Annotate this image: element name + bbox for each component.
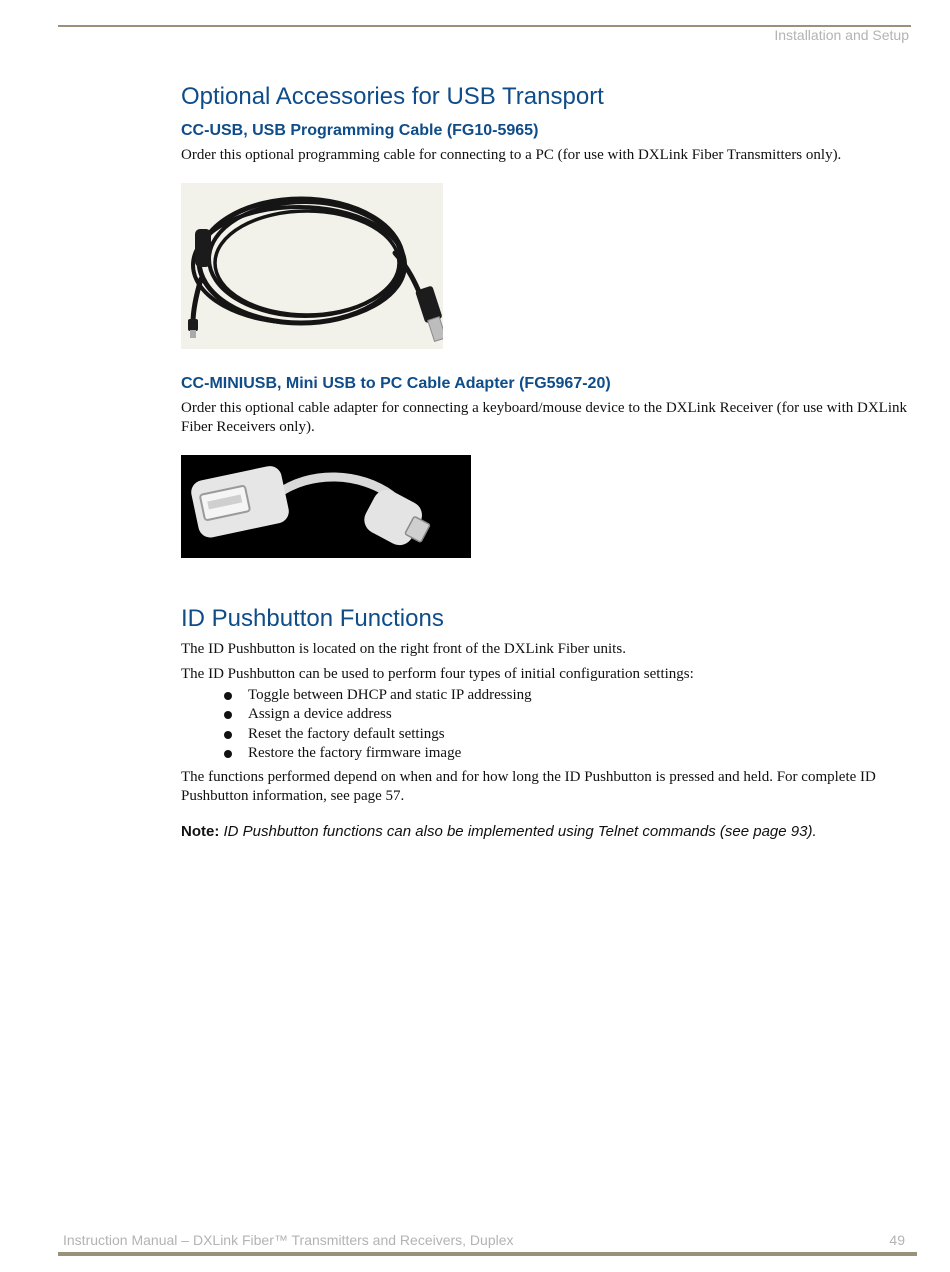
list-item: Restore the factory firmware image (181, 744, 911, 763)
note-text: ID Pushbutton functions can also be implemented using Telnet commands (see page 93). (223, 823, 817, 841)
footer-rule (58, 1252, 917, 1256)
mini-usb-adapter-photo (181, 455, 471, 558)
accessory-title-cc-usb: CC-USB, USB Programming Cable (FG10-5965) (181, 122, 539, 139)
page-number: 49 (889, 1232, 905, 1248)
bullet-icon (224, 711, 232, 719)
section-heading-usb-accessories: Optional Accessories for USB Transport (181, 83, 604, 110)
footer-manual-title: Instruction Manual – DXLink Fiber™ Transmitters and Receivers, Duplex (63, 1232, 514, 1248)
usb-cable-illustration (181, 183, 443, 349)
usb-cable-photo (181, 183, 443, 349)
section-heading-id-pushbutton: ID Pushbutton Functions (181, 605, 444, 632)
list-item: Reset the factory default settings (181, 725, 911, 744)
bullet-icon (224, 692, 232, 700)
note-label: Note: (181, 823, 220, 841)
running-header: Installation and Setup (774, 27, 909, 43)
id-pushbutton-location-text: The ID Pushbutton is located on the right front of the DXLink Fiber units. (181, 641, 626, 657)
bullet-icon (224, 750, 232, 758)
mini-usb-adapter-illustration (181, 455, 471, 558)
id-pushbutton-function-list (181, 686, 911, 763)
accessory-title-cc-miniusb: CC-MINIUSB, Mini USB to PC Cable Adapter (FG5967-20) (181, 375, 611, 392)
list-item: Toggle between DHCP and static IP addressing (181, 686, 911, 705)
accessory-description-cc-usb: Order this optional programming cable for connecting to a PC (for use with DXLink Fiber Transmitters only). (181, 147, 842, 163)
note (181, 822, 911, 842)
id-pushbutton-uses-text: The ID Pushbutton can be used to perform four types of initial configuration settings: (181, 666, 694, 682)
list-item: Assign a device address (181, 705, 911, 724)
page-content (181, 82, 911, 842)
accessory-description-cc-miniusb: Order this optional cable adapter for connecting a keyboard/mouse device to the DXLink Receiver (for use with DXLink Fiber Receivers only). (181, 400, 908, 435)
bullet-icon (224, 731, 232, 739)
id-pushbutton-timing-text: The functions performed depend on when and for how long the ID Pushbutton is pressed and held. For complete ID Pushbutton information, see page 57. (181, 769, 876, 805)
